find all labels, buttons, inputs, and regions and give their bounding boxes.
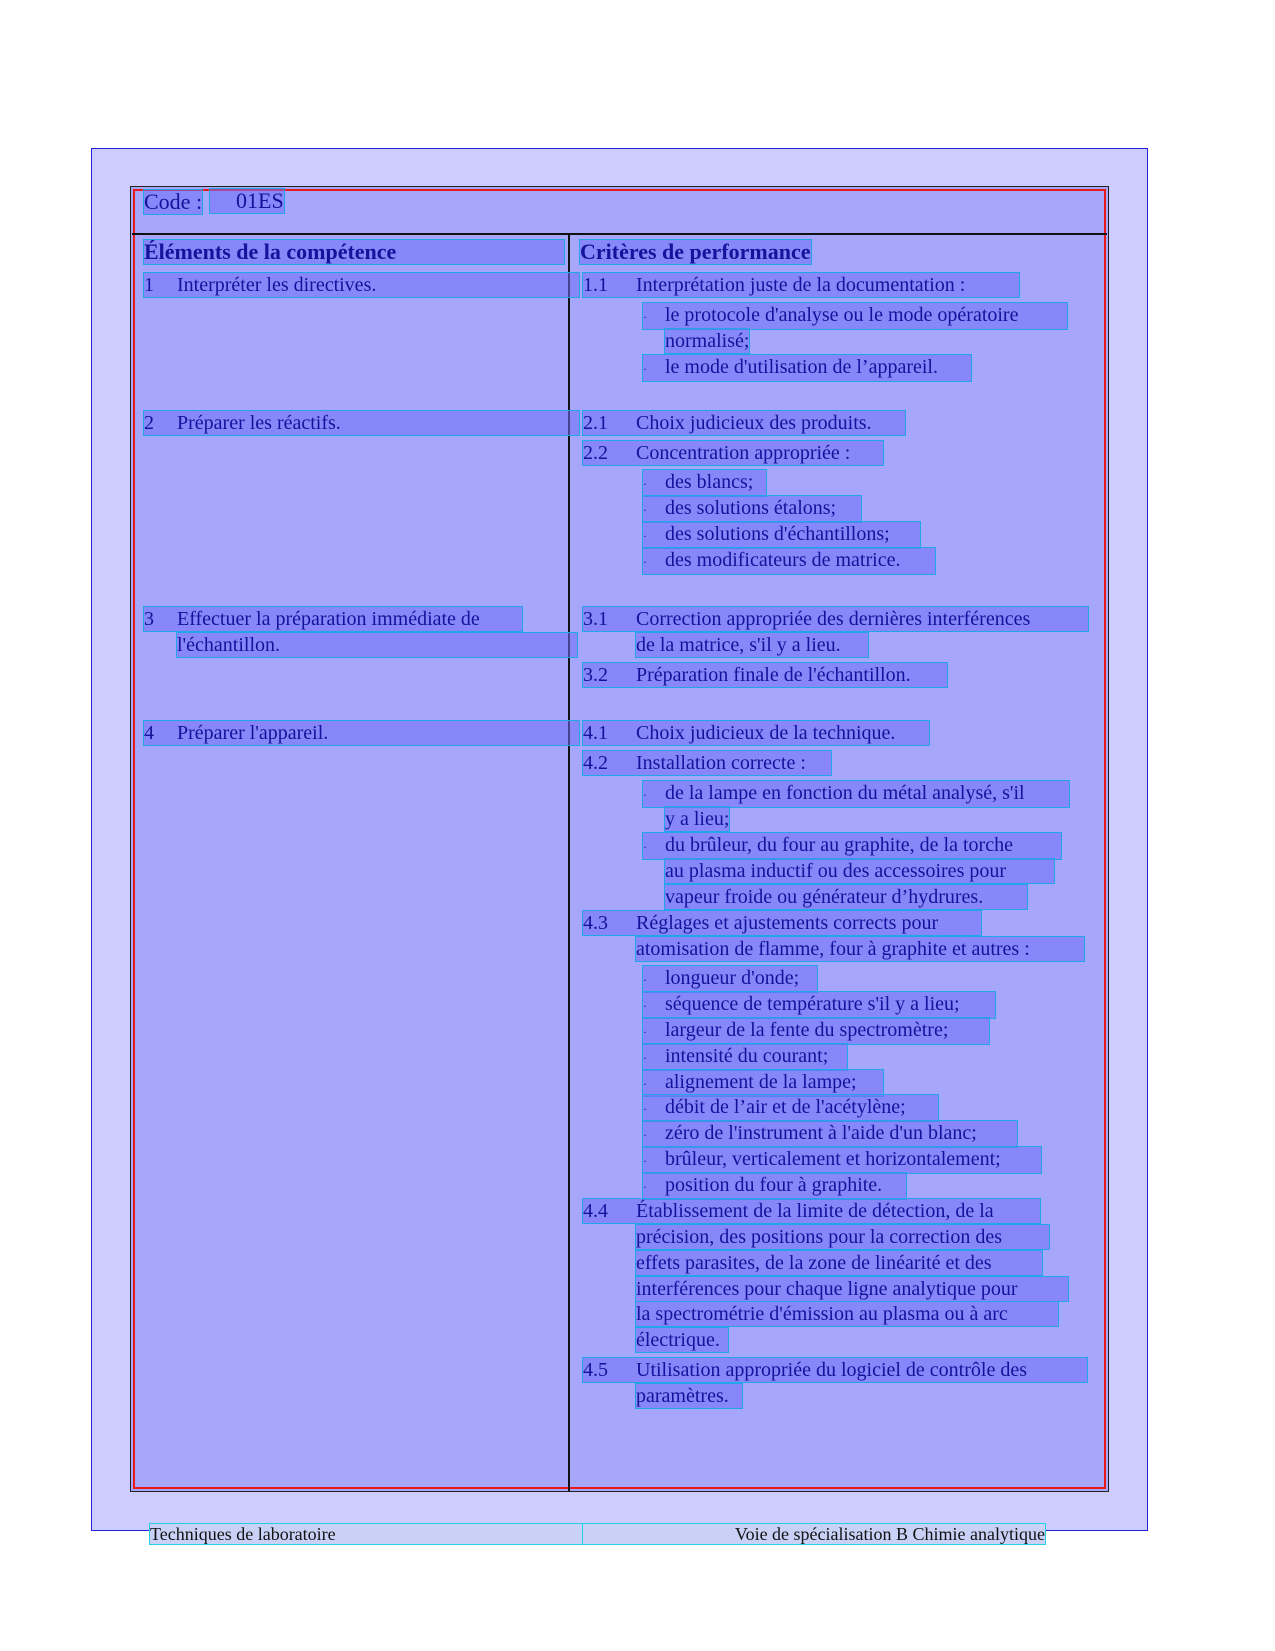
element-text: Effectuer la préparation immédiate de: [177, 608, 480, 630]
criterion-4-1: [583, 721, 929, 745]
bullet-icon: ·: [643, 1077, 647, 1091]
bullet-item: · des modificateurs de matrice.: [643, 548, 935, 574]
criterion-2-2: [583, 441, 883, 465]
bullet-icon: ·: [643, 1102, 647, 1116]
bullet-item: · zéro de l'instrument à l'aide d'un blanc;: [643, 1121, 1017, 1147]
footer-left: Techniques de laboratoire: [150, 1524, 336, 1544]
header-criteria: Critères de performance: [580, 239, 811, 264]
bullet-item: · de la lampe en fonction du métal analysé, s'il: [643, 781, 1069, 807]
criterion-4-3: [583, 911, 981, 935]
bullet-item: · brûleur, verticalement et horizontalement;: [643, 1147, 1041, 1173]
element-1: [144, 273, 579, 297]
element-number: 3: [144, 608, 154, 630]
element-text: Préparer les réactifs.: [177, 412, 341, 434]
criterion-text: Installation correcte :: [636, 752, 806, 774]
bullet-item-cont: au plasma inductif ou des accessoires pour: [665, 859, 1054, 883]
criterion-3-1: [583, 607, 1088, 631]
criterion-text: Réglages et ajustements corrects pour: [636, 912, 939, 934]
criterion-text: Choix judicieux des produits.: [636, 412, 872, 434]
bullet-item-cont: vapeur froide ou générateur d’hydrures.: [665, 885, 1027, 909]
bullet-icon: ·: [643, 503, 647, 517]
criterion-3-2: [583, 663, 947, 687]
bullet-icon: ·: [643, 999, 647, 1013]
bullet-item-cont: normalisé;: [665, 330, 750, 352]
element-number: 4: [144, 722, 154, 744]
bullet-item: · des solutions étalons;: [643, 496, 861, 522]
criterion-number: 4.1: [583, 722, 608, 744]
criterion-number: 3.1: [583, 608, 608, 630]
bullet-item: · intensité du courant;: [643, 1044, 847, 1070]
bullet-icon: ·: [643, 529, 647, 543]
bullet-item: · débit de l’air et de l'acétylène;: [643, 1095, 938, 1121]
criterion-number: 2.1: [583, 412, 608, 434]
criterion-1-1: [583, 273, 1019, 297]
bullet-item: · des blancs;: [643, 470, 766, 496]
criterion-4-4-line: interférences pour chaque ligne analytique pour: [636, 1277, 1068, 1301]
bullet-item: · le protocole d'analyse ou le mode opératoire: [643, 303, 1067, 329]
bullet-icon: ·: [643, 788, 647, 802]
footer: [150, 1524, 583, 1544]
criterion-text: Préparation finale de l'échantillon.: [636, 664, 911, 686]
criterion-text: Choix judicieux de la technique.: [636, 722, 896, 744]
element-3: [144, 607, 522, 631]
bullet-item: · longueur d'onde;: [643, 966, 817, 992]
criterion-number: 4.4: [583, 1200, 608, 1222]
bullet-item: · du brûleur, du four au graphite, de la torche: [643, 833, 1061, 859]
bullet-icon: ·: [643, 1051, 647, 1065]
bullet-item: · position du four à graphite.: [643, 1173, 906, 1199]
code-label: Code :: [144, 189, 203, 214]
criterion-2-1: [583, 411, 905, 435]
element-number: 2: [144, 412, 154, 434]
element-4: [144, 721, 579, 745]
criterion-3-1-line2: de la matrice, s'il y a lieu.: [636, 633, 868, 657]
header-elements: Éléments de la compétence: [144, 240, 564, 264]
criterion-number: 4.3: [583, 912, 608, 934]
criterion-4-3-line2: atomisation de flamme, four à graphite et autres :: [636, 937, 1084, 961]
criterion-4-4-line: précision, des positions pour la correction des: [636, 1225, 1049, 1249]
bullet-icon: ·: [643, 1180, 647, 1194]
element-number: 1: [144, 274, 154, 296]
criterion-4-4-line: effets parasites, de la zone de linéarité et des: [636, 1251, 1042, 1275]
criterion-4-5: [583, 1358, 1087, 1382]
bullet-icon: ·: [643, 973, 647, 987]
bullet-item: · le mode d'utilisation de l’appareil.: [643, 355, 971, 381]
criterion-text: Correction appropriée des dernières interférences: [636, 608, 1031, 630]
criterion-number: 2.2: [583, 442, 608, 464]
bullet-item: · des solutions d'échantillons;: [643, 522, 920, 548]
criterion-number: 4.2: [583, 752, 608, 774]
criterion-text: Interprétation juste de la documentation :: [636, 274, 966, 296]
header-divider: [132, 233, 1107, 235]
bullet-icon: ·: [643, 310, 647, 324]
footer-right: Voie de spécialisation B Chimie analytique: [734, 1524, 1045, 1544]
criterion-number: 1.1: [583, 274, 608, 296]
bullet-icon: ·: [643, 1128, 647, 1142]
criterion-4-4-line: la spectrométrie d'émission au plasma ou à arc: [636, 1302, 1058, 1326]
criterion-text: Utilisation appropriée du logiciel de contrôle des: [636, 1359, 1027, 1381]
footer-right-block: [583, 1524, 1045, 1544]
criterion-text: Établissement de la limite de détection, de la: [636, 1200, 994, 1222]
criterion-text: Concentration appropriée :: [636, 442, 851, 464]
element-text: Interpréter les directives.: [177, 274, 377, 296]
bullet-item: · séquence de température s'il y a lieu;: [643, 992, 995, 1018]
element-text: Préparer l'appareil.: [177, 722, 329, 744]
criterion-4-2: [583, 751, 831, 775]
bullet-item: · alignement de la lampe;: [643, 1070, 883, 1096]
bullet-icon: ·: [643, 1025, 647, 1039]
element-2: [144, 411, 579, 435]
bullet-icon: ·: [643, 840, 647, 854]
criterion-4-5-line2: paramètres.: [636, 1384, 742, 1408]
bullet-icon: ·: [643, 362, 647, 376]
code-value: 01ES: [210, 189, 284, 213]
criterion-number: 4.5: [583, 1359, 608, 1381]
criterion-number: 3.2: [583, 664, 608, 686]
element-3-line2: l'échantillon.: [177, 633, 577, 657]
criterion-4-4: [583, 1199, 1040, 1223]
bullet-item-cont: y a lieu;: [665, 808, 730, 830]
bullet-icon: ·: [643, 555, 647, 569]
criterion-4-4-line: électrique.: [636, 1328, 728, 1352]
bullet-icon: ·: [643, 1154, 647, 1168]
bullet-item: · largeur de la fente du spectromètre;: [643, 1018, 989, 1044]
bullet-icon: ·: [643, 477, 647, 491]
